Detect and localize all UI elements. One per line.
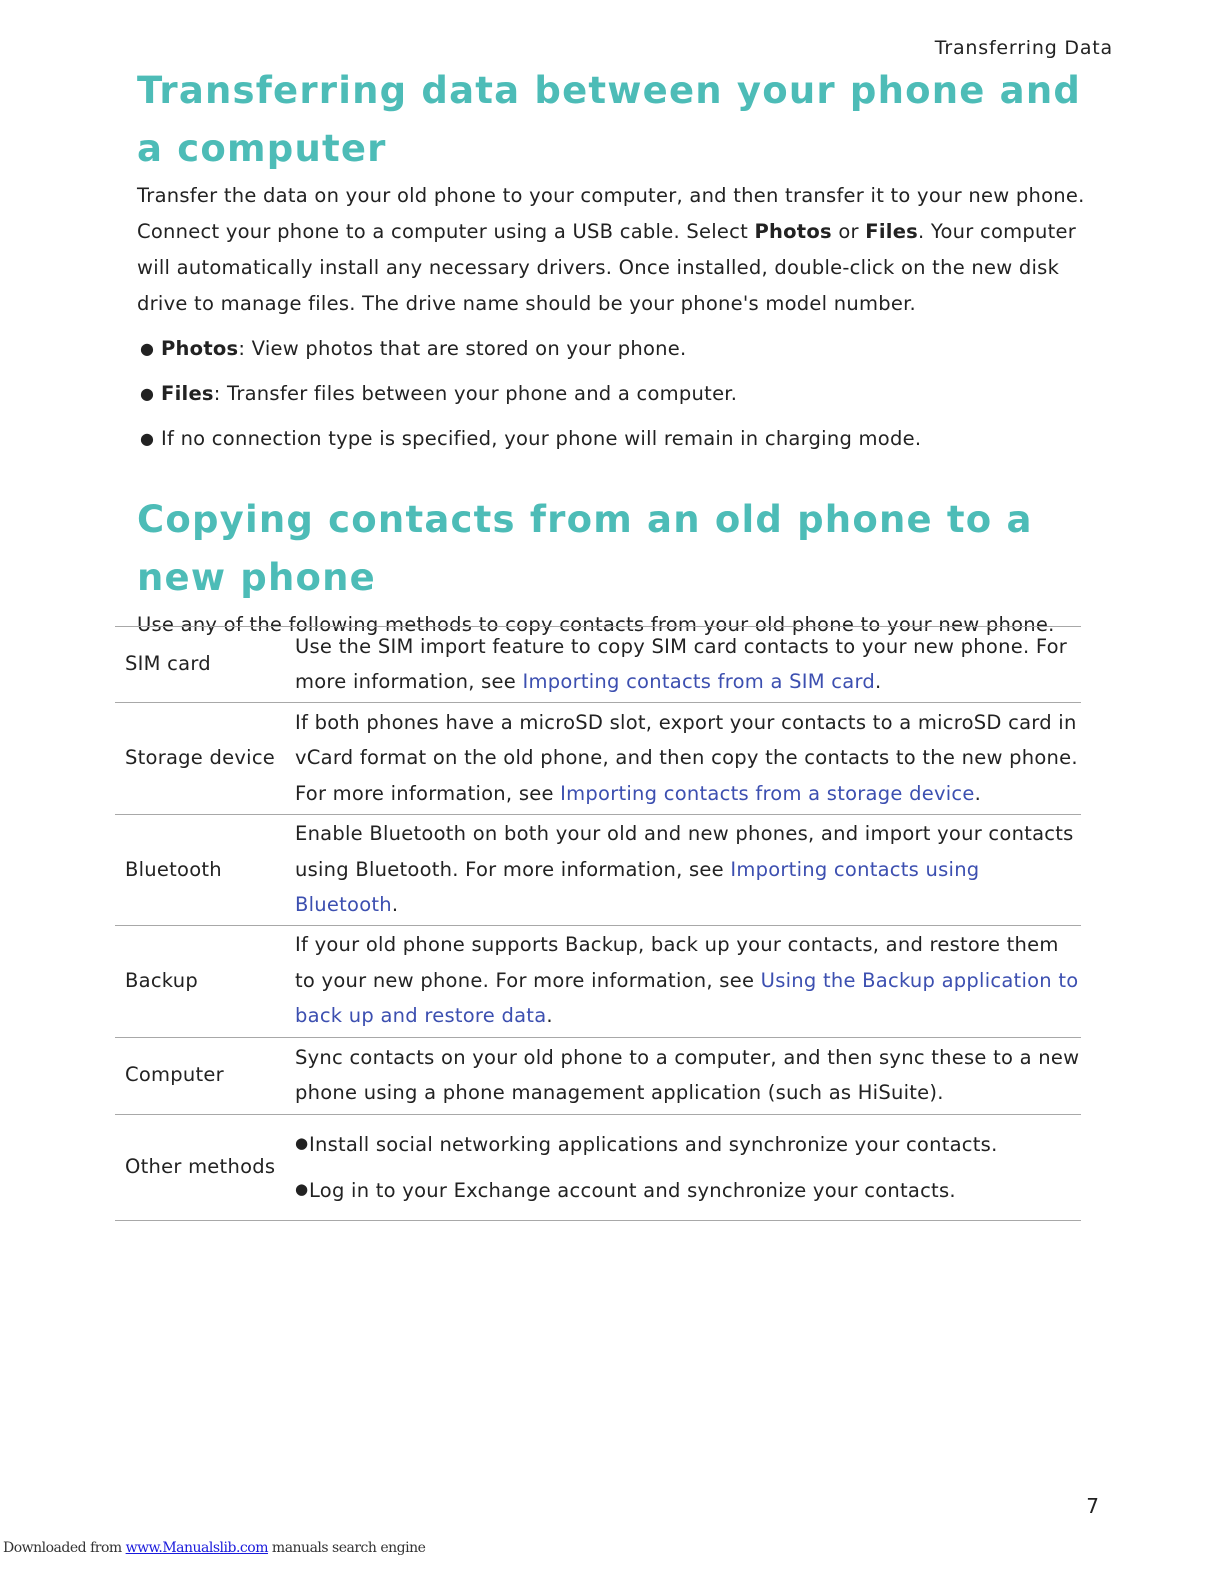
bullet-text: : View photos that are stored on your phone. (238, 337, 687, 360)
bullet-icon: ● (140, 429, 155, 448)
item-text: Install social networking applications and synchronize your contacts. (309, 1132, 998, 1156)
photos-term: Photos (754, 220, 832, 243)
storage-device-link[interactable]: Importing contacts from a storage device (560, 781, 975, 805)
list-item (137, 416, 1097, 461)
method-label: SIM card (115, 627, 295, 703)
running-header: Transferring Data (934, 37, 1113, 59)
description-end: . (875, 670, 882, 693)
method-description (295, 925, 1081, 1037)
description-text: If both phones have a microSD slot, export your contacts to a microSD card in vCard format on the old phone, and then copy the contacts to the new phone. For more information, see (295, 710, 1078, 805)
download-footer (3, 1540, 425, 1556)
sim-card-link[interactable]: Importing contacts from a SIM card (522, 670, 876, 693)
list-item (137, 371, 1097, 416)
page-content (137, 62, 1097, 643)
bullet-term: Files (161, 382, 214, 405)
list-item (295, 1122, 1081, 1168)
bullet-text: If no connection type is specified, your phone will remain in charging mode. (161, 427, 922, 450)
table-row (115, 815, 1081, 926)
table-row (115, 1037, 1081, 1114)
section-title-transfer: Transferring data between your phone and a computer (137, 69, 1082, 170)
list-item (295, 1168, 1081, 1214)
description-end: . (546, 1004, 553, 1028)
method-label: Storage device (115, 703, 295, 815)
method-description (295, 815, 1081, 926)
method-label: Other methods (115, 1114, 295, 1220)
table-row (115, 703, 1081, 815)
description-end: . (974, 781, 982, 805)
bullet-icon: ● (295, 1179, 309, 1198)
methods-intro: Use any of the following methods to copy contacts from your old phone to your new phone. (137, 613, 1055, 636)
list-item (137, 326, 1097, 371)
section-title-copying: Copying contacts from an old phone to a new phone (137, 498, 1033, 599)
section-intro: Transfer the data on your old phone to your computer, and then transfer it to your new phone. (137, 184, 1085, 207)
method-label: Computer (115, 1037, 295, 1114)
bullet-icon: ● (295, 1133, 309, 1152)
description-text: Enable Bluetooth on both your old and new phones, and import your contacts using Bluetooth. For more information, see (295, 822, 1074, 881)
bullet-icon: ● (140, 384, 155, 403)
method-description (295, 627, 1081, 703)
bullet-text: : Transfer files between your phone and a computer. (213, 382, 738, 405)
connect-paragraph (137, 214, 1097, 322)
method-label: Backup (115, 925, 295, 1037)
description-text: If your old phone supports Backup, back up your contacts, and restore them to your new phone. For more information, see (295, 933, 1059, 992)
bullet-term: Photos (161, 337, 239, 360)
page-number: 7 (1086, 1494, 1099, 1518)
manualslib-link[interactable]: www.Manualslib.com (125, 1540, 268, 1556)
footer-suffix: manuals search engine (267, 1540, 426, 1556)
table-row (115, 925, 1081, 1037)
table-row (115, 1114, 1081, 1220)
footer-prefix: Downloaded from (3, 1540, 126, 1556)
method-description (295, 703, 1081, 815)
methods-table (115, 626, 1081, 1221)
files-term: Files (865, 220, 919, 243)
bullet-icon: ● (140, 339, 155, 358)
table-row (115, 627, 1081, 703)
item-text: Log in to your Exchange account and synchronize your contacts. (309, 1178, 956, 1202)
connection-type-list (137, 326, 1097, 461)
description-end: . (391, 893, 399, 916)
connect-rest: . Your computer will automatically install any necessary drivers. Once installed, double-click on the new disk drive to manage files. The drive name should be your phone's model number. (137, 220, 1077, 315)
method-description (295, 1114, 1081, 1220)
other-methods-list (295, 1116, 1081, 1218)
description-text: Use the SIM import feature to copy SIM card contacts to your new phone. For more information, see (295, 634, 1068, 693)
method-description: Sync contacts on your old phone to a computer, and then sync these to a new phone using a phone management application (such as HiSuite). (295, 1037, 1081, 1114)
method-label: Bluetooth (115, 815, 295, 926)
bluetooth-link[interactable]: Importing contacts using Bluetooth (295, 857, 980, 916)
connect-or: or (831, 220, 866, 243)
backup-link[interactable]: Using the Backup application to back up and restore data (295, 968, 1079, 1028)
connect-text: Connect your phone to a computer using a USB cable. Select (137, 220, 755, 243)
